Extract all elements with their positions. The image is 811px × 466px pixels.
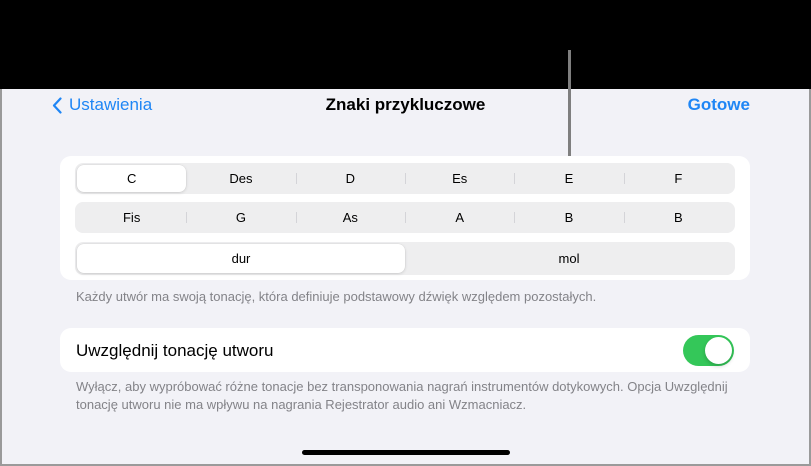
key-option-b-2[interactable]: B	[624, 204, 733, 231]
mode-option-dur[interactable]: dur	[77, 244, 405, 273]
song-key-label: Uwzględnij tonację utworu	[76, 341, 274, 360]
home-indicator[interactable]	[302, 450, 510, 455]
mode-option-mol[interactable]: mol	[558, 251, 580, 266]
key-option-c[interactable]: C	[77, 165, 186, 192]
done-button[interactable]: Gotowe	[687, 95, 750, 114]
key-option-es[interactable]: Es	[405, 165, 514, 192]
page-title: Znaki przykluczowe	[325, 95, 486, 114]
back-label: Ustawienia	[69, 95, 153, 114]
key-option-b[interactable]: B	[514, 204, 623, 231]
key-footnote: Każdy utwór ma swoją tonację, która definiuje podstawowy dźwięk względem pozostałych.	[76, 289, 597, 304]
key-option-e[interactable]: E	[514, 165, 623, 192]
key-segmented-row-1	[75, 163, 735, 194]
song-key-toggle[interactable]	[683, 335, 734, 366]
key-segmented-row-2	[75, 202, 735, 233]
toggle-knob	[705, 337, 732, 364]
key-option-a[interactable]: A	[405, 204, 514, 231]
key-option-f[interactable]: F	[624, 165, 733, 192]
key-option-as[interactable]: As	[296, 204, 405, 231]
key-option-des[interactable]: Des	[229, 171, 253, 186]
song-key-footnote: Wyłącz, aby wypróbować różne tonacje bez transponowania nagrań instrumentów dotykowych. Opcja Uwzględnij tonację utworu nie ma wpływu na nagrania Rejestrator audio ani Wzmacniacz.	[76, 379, 728, 412]
key-option-g[interactable]: G	[186, 204, 295, 231]
key-option-fis[interactable]: Fis	[122, 210, 141, 225]
key-option-d[interactable]: D	[296, 165, 405, 192]
mode-segmented-control	[75, 242, 735, 275]
